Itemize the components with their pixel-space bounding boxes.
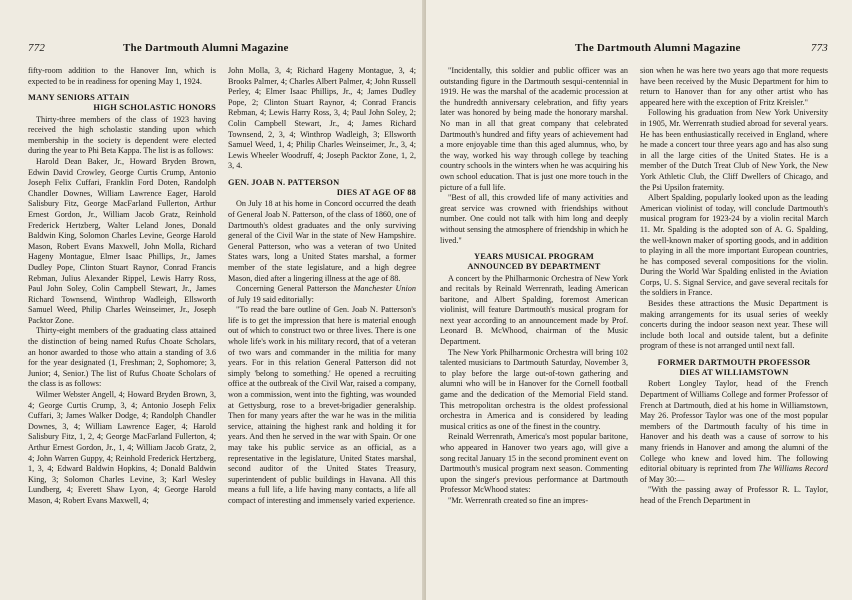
right-column-1: [440, 66, 628, 507]
werrenrath-quote-cont: sion when he was here two years ago that more requests have been received by the Music Department for him to return to Hanover than for any other artist who has appeared here with the exception of Fritz Kreisler.": [640, 66, 828, 107]
left-magazine-title: The Dartmouth Alumni Magazine: [123, 42, 289, 54]
seniors-heading-line1: MANY SENIORS ATTAIN: [28, 93, 130, 103]
manchester-union-name: Manchester Union: [353, 284, 416, 294]
williams-record-name: The Williams Record: [758, 464, 829, 474]
left-running-head: [28, 42, 416, 58]
patterson-heading-line1: GEN. JOAB N. PATTERSON: [228, 177, 340, 187]
philharmonic-text: The New York Philharmonic Orchestra will bring 102 talented musicians to Dartmouth Saturday, November 3, to play before the large out-of-town gathering and alumni who will be in Hanover for the Cornell football game and the dedication of the Memorial Field stand. This metropolitan orchestra is the oldest professional orchestra in America and is considered by leading musical critics as one of the finest in the country.: [440, 347, 628, 431]
right-running-head: [440, 42, 828, 58]
taylor-death-text: [640, 379, 828, 485]
seniors-honors-heading: [28, 93, 216, 113]
inn-addition-text: fifty-room addition to the Hanover Inn, which is expected to be in readiness for opening May 1, 1924.: [28, 66, 216, 86]
seniors-heading-line2: HIGH SCHOLASTIC HONORS: [93, 103, 216, 113]
left-column-1: [28, 66, 216, 507]
taylor-heading: [640, 358, 828, 378]
spalding-text: Albert Spalding, popularly looked upon as the leading American violinist of today, will conclude Dartmouth's musical program for 1923-24 by a violin recital March 11. Mr. Spalding is the adopted son of A. G. Spalding, the well-known maker of sporting goods, and in addition to playing in all the more important European countries, he has composed several compositions for the violin. During the World War Spalding enlisted in the Aviation Corps, U. S. Signal Service, and gave several recitals for the soldiers in France.: [640, 193, 828, 298]
left-columns: [28, 66, 416, 507]
werrenrath-quote-start: "Mr. Werrenrath created so fine an impres-: [448, 495, 589, 505]
right-column-2: [640, 66, 828, 507]
patterson-heading-line2: DIES AT AGE OF 88: [336, 188, 416, 198]
musical-heading-line2: ANNOUNCED BY DEPARTMENT: [467, 262, 601, 272]
manchester-union-intro: [228, 284, 416, 305]
taylor-text-main: Robert Longley Taylor, head of the French Department of Williams College and former Professor of French at Dartmouth, died at his home in Williamstown, May 26. Professor Taylor was one of the most popular members of the Dartmouth faculty of his time in Hanover and his death was a cause of sorrow to his many friends in Hanover and among the alumni of the College who knew and loved him. The following editorial obituary is reprinted from: [640, 379, 828, 474]
right-page: [426, 0, 852, 600]
union-editorial-text: "To read the bare outline of Gen. Joab N. Patterson's life is to get the impression that here is material enough out of which to construct two or three lives. There is one whole life's work in his military record, that of a veteran of two wars and commander in the militia for many years. For in this relation General Patterson did not simply 'belong to something.' He opened a recruiting office at the outbreak of the Civil War, raised a company, won a commission, went into the fighting, was wounded at Gettysburg, rose to a brevet-brigadier generalship. Then for many years after the war he was in the militia service, attaining the highest rank and holding it for years. And then he served in the war with Spain. Or one may take his public service as an official, as a representative in the legislature, United States marshal, second auditor of the United States Treasury, superintendent of public buildings in Havana. All this means a full life, a life having many contacts, a life all compact of interesting and immensely varied experience.: [228, 305, 416, 505]
phi-beta-kappa-list: Harold Dean Baker, Jr., Howard Bryden Brown, Edwin David Crowley, George Curtis Crump, Antonio Joseph Felix Cuffari, Franklin Ford Doten, Randolph Chandler Downes, William Lawrence Eager, Harold Salisbury Fitz, George MacFarland Fullerton, Arthur Ernest Gordon, Jr., William Jacob Gratz, Reinhold Frederick Hertzberg, Walter Leland Jones, Donald Baldwin King, Solomon Charles Levine, George Harold Mason, Robert Evans Maxwell, John Molla, Richard Hageny Montague, Elmer Isaac Phillips, Jr., James Dudley Pope, Clinton Stuart Raynor, Conrad Francis Rebman, Julius Alexander Rippel, Lewis Harry Ross, Paul John Soley, Colin Campbell Stewart, Jr., James Richard Townsend, Winthrop Wadleigh, Ellsworth Samuel Weed, Philip Charles Weinseimer, Jr., Joseph Packtor Zone.: [28, 156, 216, 325]
taylor-text-post: of May 30:—: [640, 474, 685, 484]
left-page-number: 772: [28, 42, 46, 54]
musical-program-heading: [440, 252, 628, 272]
taylor-heading-line1: FORMER DARTMOUTH PROFESSOR: [657, 358, 811, 368]
sesquicentennial-text: "Incidentally, this soldier and public officer was an outstanding figure in the Dartmouth sesqui-centennial in 1919. He was the marshal of the academic procession at the hundredth anniversary celebration, and fifty years later was honored by being made the honorary marshal. No man in all that great company that celebrated Dartmouth's hundred and fifty years of achievement had a more enjoyable time than this aged alumnus, who, by the way, worked his way through college by teaching country schools in the winters when he was acquiring his own school education. That is just one more touch in the picture of a full life.: [440, 66, 628, 192]
right-columns: [440, 66, 828, 507]
taylor-heading-line2: DIES AT WILLIAMSTOWN: [679, 368, 789, 378]
concert-announcement-text: A concert by the Philharmonic Orchestra of New York and recitals by Reinald Werrenrath, leading American baritone, and Albert Spalding, foremost American violinist, will feature Dartmouth's musical program for next year according to an announcement made by Prof. Leonard B. McWhood, chairman of the Music Department.: [440, 273, 628, 347]
union-intro-pre: Concerning General Patterson the: [236, 284, 354, 294]
musical-heading-line1: YEARS MUSICAL PROGRAM: [473, 252, 595, 262]
rufus-choate-list: Wilmer Webster Angell, 4; Howard Bryden Brown, 3, 4; George Curtis Crump, 3, 4; Antonio Joseph Felix Cuffari, 3; James Walker Dodge, 4; Randolph Chandler Downes, 3, 4; William Lawrence Eager, 4; Harold Salisbury Fitz, 1, 2, 4; George MacFarland Fullerton, 4; Arthur Ernest Gordon, Jr., 1, 4; William Jacob Gratz, 2, 4; John Warren Guppy, 4; Reinhold Frederick Hertzberg, 1, 3, 4; Edward Baldwin Hopkins, 4; Donald Baldwin King, 3; Solomon Charles Levine, 3; Karl Wesley Lundberg, 4; Everett Shaw Lyon, 4; George Harold Mason, 4; Robert Evans Maxwell, 4;: [28, 390, 216, 505]
right-magazine-title: The Dartmouth Alumni Magazine: [575, 42, 741, 54]
werrenrath-text: Reinald Werrenrath, America's most popular baritone, who appeared in Hanover two years ago, will give a song recital January 15 in the second prominent event on Dartmouth's musical program next season. Commenting upon the singer's previous performance at Dartmouth Professor McWhood states:: [440, 432, 628, 495]
patterson-death-text: On July 18 at his home in Concord occurred the death of General Joab N. Patterson, of the class of 1860, one of Dartmouth's oldest graduates and the only surviving general of the Civil War in the state of New Hampshire. General Patterson, who was a veteran of two United States wars, long a United States marshal, a former member of the state legislature, and a high degree Mason, died after a lingering illness at the age of 88.: [228, 199, 416, 283]
rufus-choate-list-cont: John Molla, 3, 4; Richard Hageny Montague, 3, 4; Brooks Palmer, 4; Charles Albert Palmer, 4; John Russell Perley, 4; Elmer Isaac Phillips, Jr., 4; James Dudley Pope, 2; Clinton Stuart Raynor, 4; Conrad Francis Rebman, 4; Lewis Harry Ross, 3, 4; Paul John Soley, 2; Colin Campbell Stewart, Jr., 4; James Richard Townsend, 2, 3, 4; Winthrop Wadleigh, 3; Ellsworth Samuel Weed, 1, 4; Philip Charles Weinseimer, Jr., 3, 4; Lewis Wheeler Woodruff, 4; Joseph Packtor Zone, 1, 2, 3, 4.: [228, 66, 416, 171]
union-intro-post: of July 19 said editorially:: [228, 294, 314, 304]
weekly-concerts-text: Besides these attractions the Music Department is making arrangements for its usual series of weekly concerts during the indoor season next year. These will include both local and outside talent, but a definite program of these is not arranged until next fall.: [640, 299, 828, 351]
patterson-heading: [228, 178, 416, 198]
right-page-number: 773: [810, 42, 828, 54]
werrenrath-bio-text: Following his graduation from New York University in 1905, Mr. Werrenrath studied abroad for several years. He has been enthusiastically received in England, where he made a concert tour three years ago and has also sung in all the large cities of the United States. He is a member of the Dutch Treat Club of New York, the New York Athletic Club, the Cliff Dwellers of Chicago, and the Psi Upsilon fraternity.: [640, 108, 828, 192]
friendship-text: "Best of all, this crowded life of many activities and great service was crowned with friendships without number. One could not talk with him long and deeply without sensing the atmosphere of friendship in which he lived.": [440, 193, 628, 245]
left-column-2: [228, 66, 416, 507]
taylor-quote-start: "With the passing away of Professor R. L. Taylor, head of the French Department in: [640, 485, 828, 505]
phi-beta-kappa-intro: Thirty-three members of the class of 1923 having received the high scholastic standing upon which membership in the society is dependent were elected during the year to Phi Beta Kappa. The list is as follows:: [28, 114, 216, 156]
rufus-choate-intro: Thirty-eight members of the graduating class attained the distinction of being named Rufus Choate Scholars, an honor awarded to those who attain a standing of 3.6 for the year designated (1, Freshman; 2, Sophomore; 3, Junior; 4, Senior.) The list of Rufus Choate Scholars of the class is as follows:: [28, 326, 216, 389]
